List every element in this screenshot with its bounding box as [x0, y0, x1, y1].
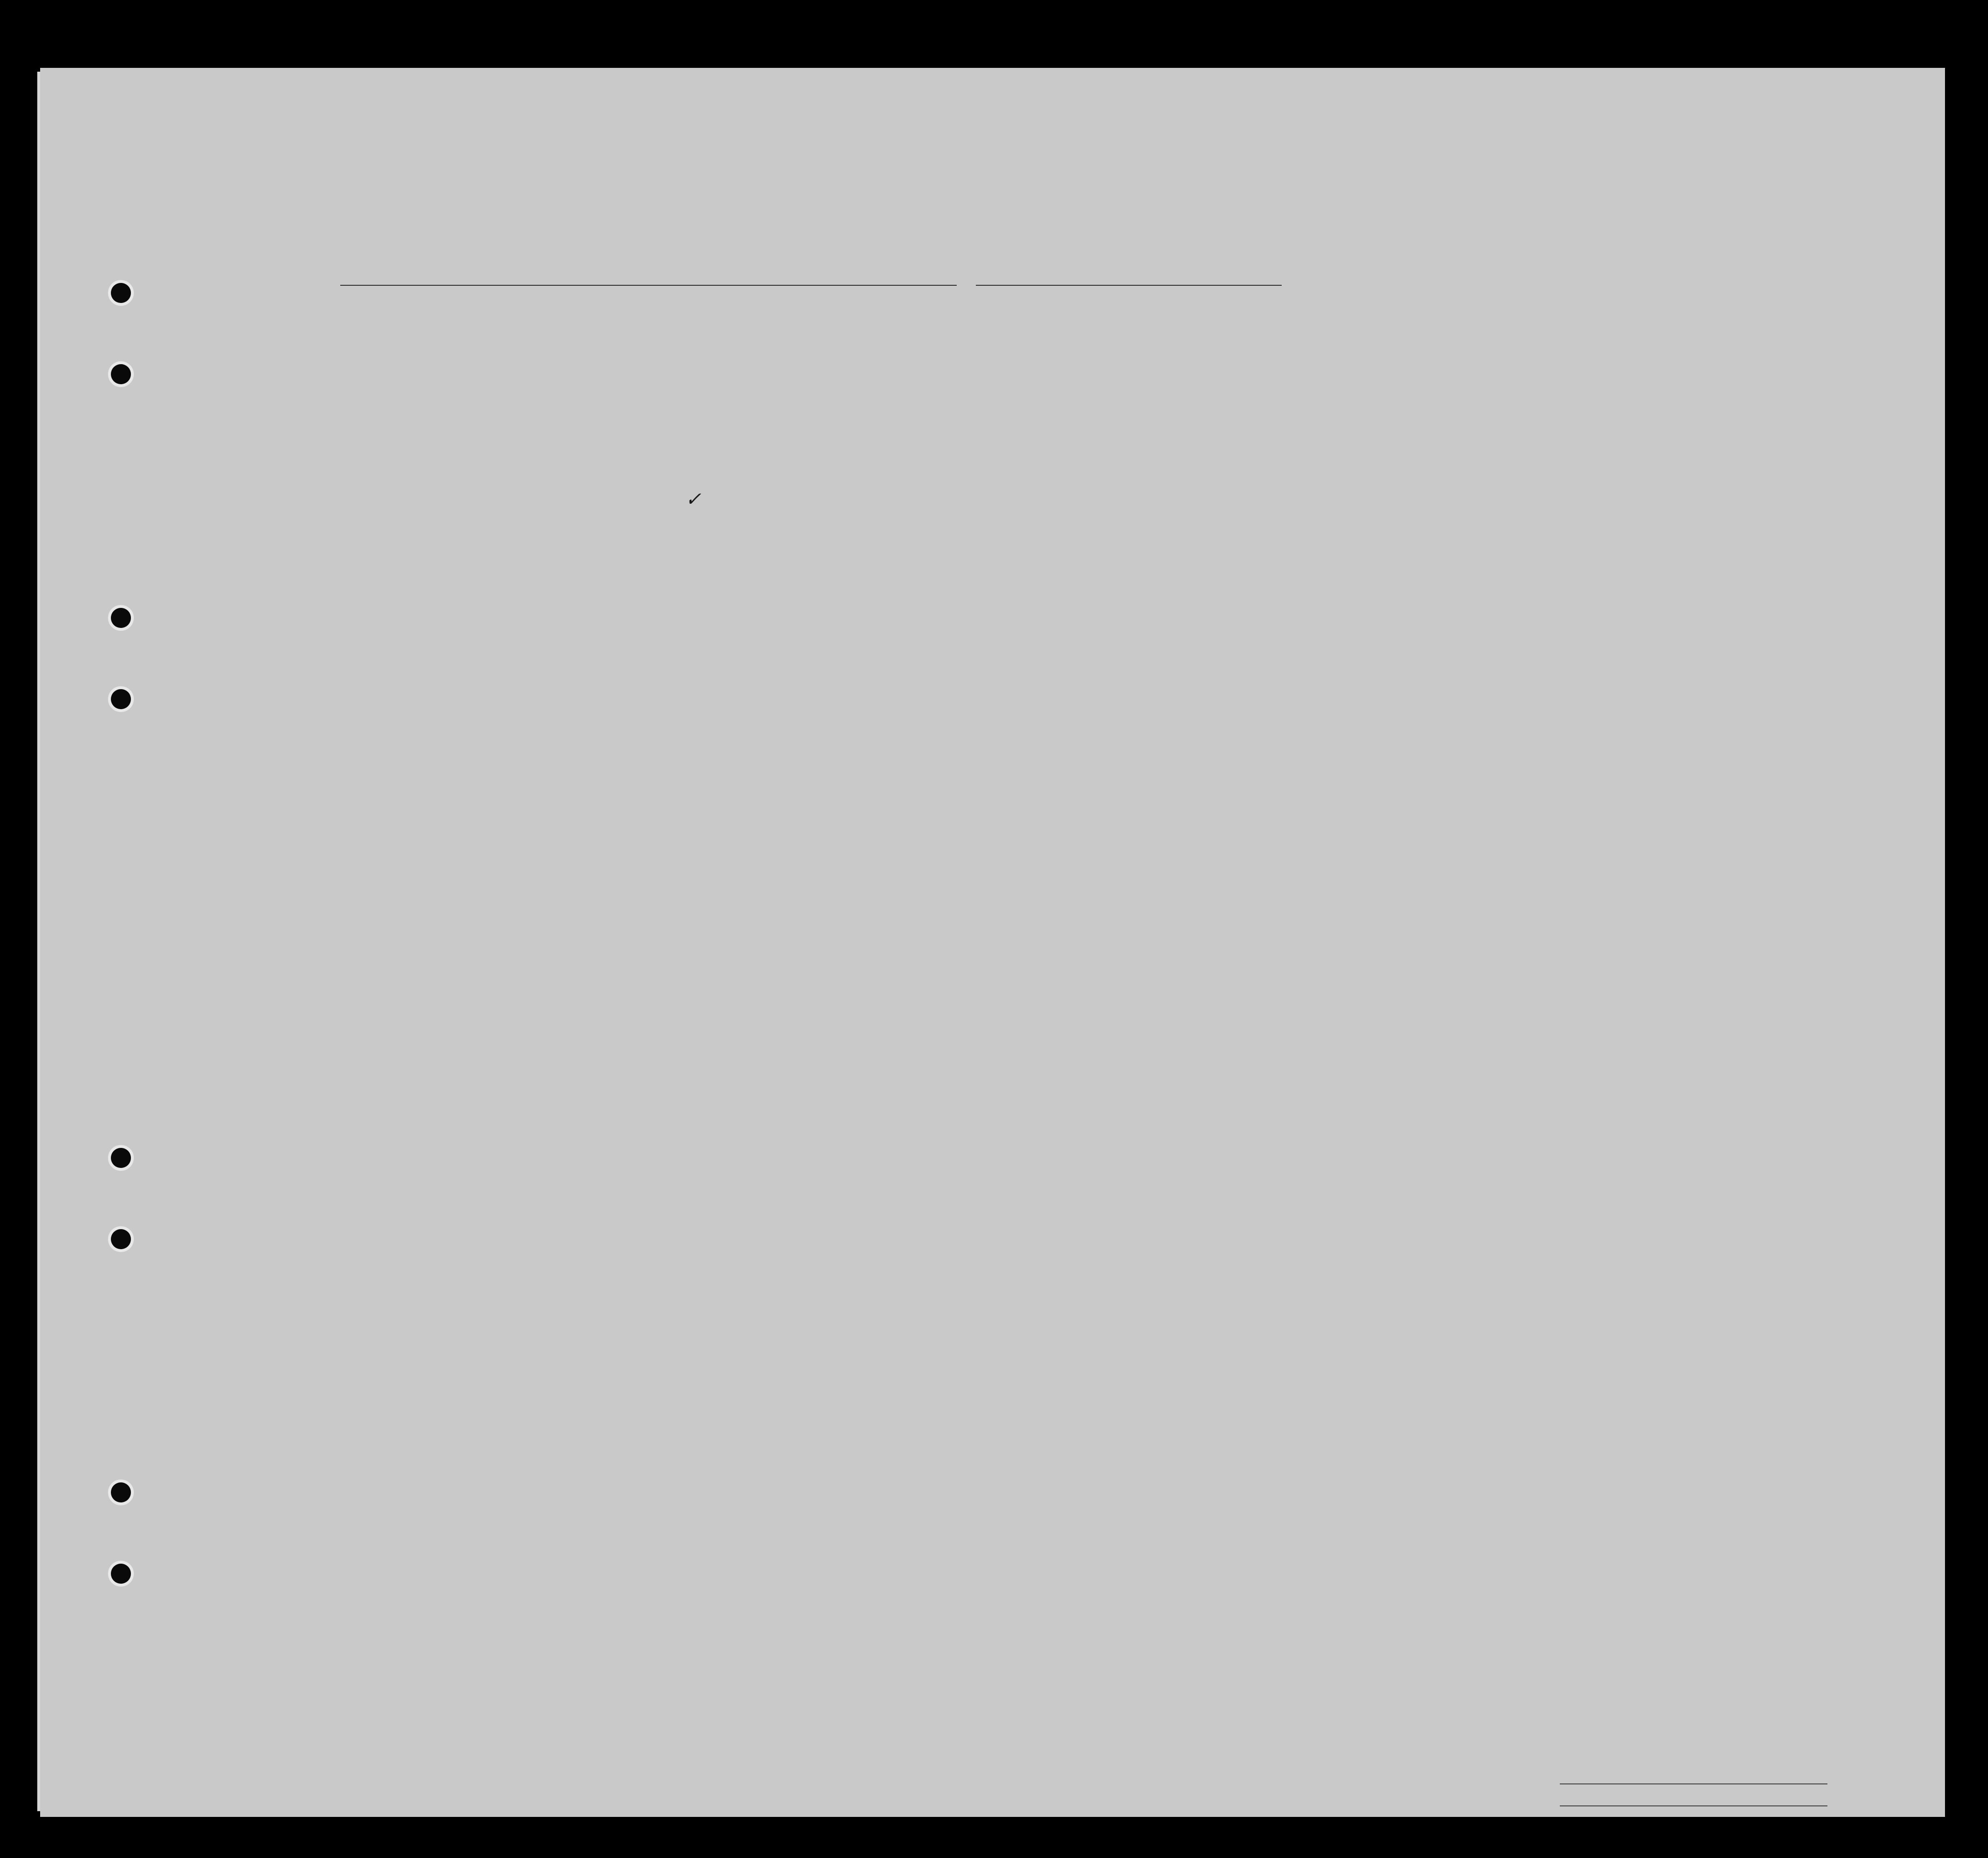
ruled-grid [40, 68, 1945, 1817]
binder-hole [111, 1482, 131, 1502]
handwritten-mark: ✓ [685, 488, 702, 510]
binder-hole [111, 364, 131, 384]
manifest-sheet [40, 68, 1945, 1817]
port-rule [340, 285, 957, 286]
date-rule [976, 285, 1282, 286]
binder-hole [111, 1148, 131, 1168]
binder-hole [111, 689, 131, 709]
arriving-line [120, 255, 1344, 293]
owners-rule [1560, 1805, 1827, 1806]
binder-hole [111, 608, 131, 628]
binder-hole [111, 1229, 131, 1249]
binder-hole [111, 1564, 131, 1584]
binder-hole [111, 283, 131, 303]
line-rule [1560, 1783, 1827, 1784]
